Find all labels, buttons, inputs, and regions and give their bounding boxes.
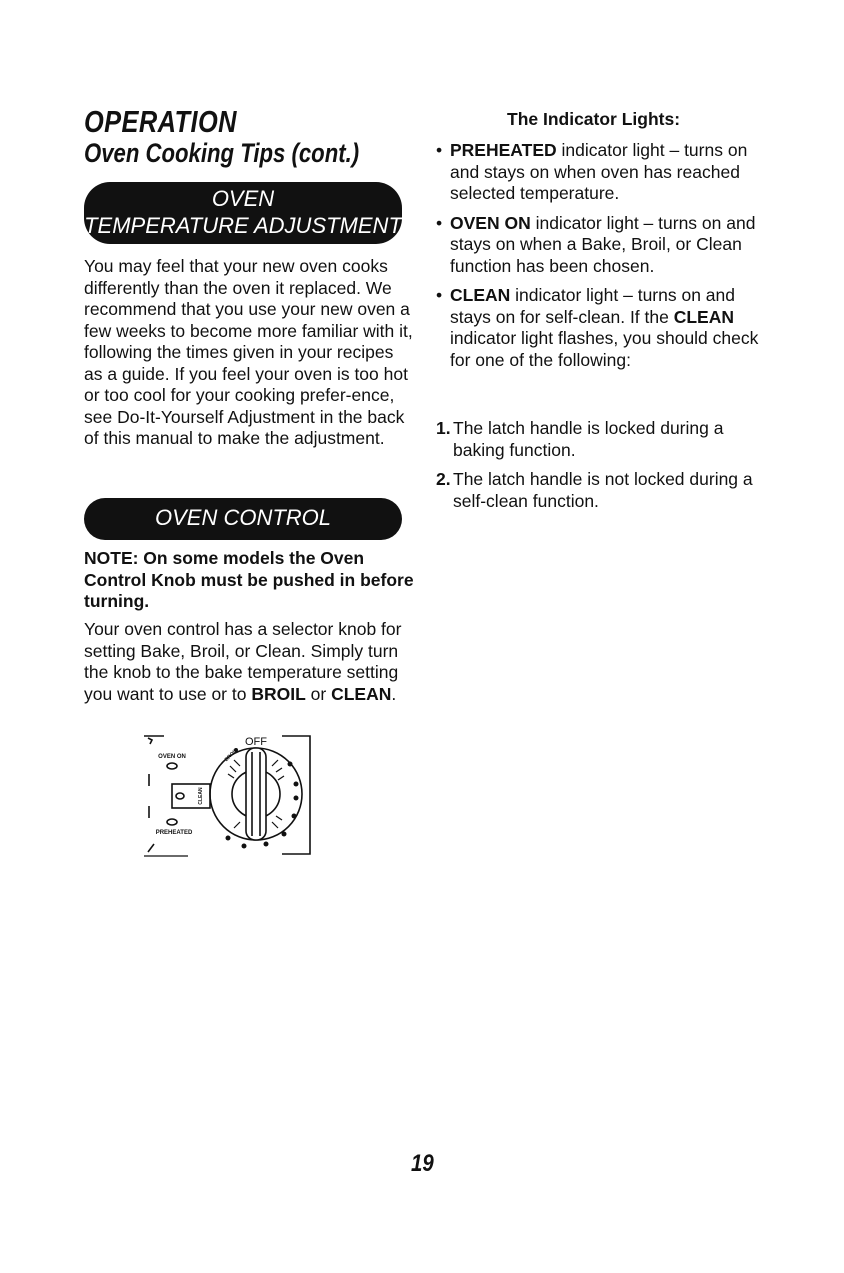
preheated-label: PREHEATED	[155, 830, 193, 836]
broil-keyword: BROIL	[251, 683, 306, 704]
broil-label: BROIL	[223, 747, 239, 763]
bullet-icon: •	[436, 285, 443, 305]
or-text: or	[305, 683, 332, 704]
list-item	[436, 140, 766, 205]
indicator-label: PREHEATED	[450, 140, 557, 160]
list-item	[436, 418, 766, 461]
bullet-icon: •	[436, 140, 443, 160]
indicator-label: OVEN ON	[450, 212, 531, 233]
oven-control-text	[84, 619, 414, 705]
oven-control-banner: OVEN CONTROL	[84, 498, 402, 540]
list-item	[436, 213, 766, 278]
clean-light-box	[172, 784, 210, 808]
knob-handle	[246, 748, 266, 840]
clean-label: CLEAN	[198, 787, 204, 805]
clean-light	[176, 793, 184, 799]
bullet-icon: •	[436, 212, 443, 233]
indicator-label: CLEAN	[450, 285, 511, 305]
oven-control-note: NOTE: On some models the Oven Control Knob must be pushed in before turning.	[84, 548, 414, 611]
period-text: .	[391, 683, 397, 704]
oven-on-light	[167, 763, 177, 769]
oven-control-text-start: Your oven control has a selector knob for setting Bake, Broil, or Clean. Simply turn the knob to the bake temperature setting you want to use or to	[84, 619, 402, 704]
banner-line-2: TEMPERATURE ADJUSTMENT	[84, 213, 402, 238]
panel-left-bottom-mark	[148, 844, 154, 852]
page-number: 19	[411, 1150, 434, 1177]
indicator-text: indicator light – turns on and stays on when a Bake, Broil, or Clean function has been chosen.	[450, 212, 756, 276]
indicator-text-2: indicator light flashes, you should check for one of the following:	[450, 328, 759, 370]
clean-keyword: CLEAN	[331, 683, 392, 704]
section-subtitle: Oven Cooking Tips (cont.)	[84, 138, 360, 168]
panel-right-edge	[282, 736, 310, 854]
indicator-text: indicator light – turns on and stays on for self-clean. If the	[450, 285, 736, 327]
banner-line-1: OVEN	[211, 186, 275, 211]
list-item	[436, 285, 766, 371]
indicator-label-2: CLEAN	[673, 306, 734, 327]
temperature-adjustment-banner	[84, 182, 402, 244]
list-item	[436, 469, 766, 512]
item-number: 1.	[436, 418, 451, 438]
section-title: OPERATION	[84, 104, 237, 139]
item-text: The latch handle is locked during a baking function.	[453, 418, 724, 460]
temperature-adjustment-text: You may feel that your new oven cooks differently than the oven it replaced. We recommend that you use your new oven a few weeks to become more familiar with it, following the times given in your recipes as a guide. If you feel your oven is too hot or too cool for your cooking prefer-ence, see Do-It-Yourself Adjustment in the back of this manual to make the adjustment.	[84, 256, 413, 448]
preheated-light	[167, 819, 177, 825]
off-label: OFF	[245, 736, 267, 748]
indicator-text: indicator light – turns on and stays on when oven has reached selected temperature.	[450, 140, 748, 203]
indicator-lights-title: The Indicator Lights:	[507, 109, 681, 129]
panel-left-top-mark	[148, 738, 152, 744]
item-text: The latch handle is not locked during a self-clean function.	[453, 469, 753, 511]
oven-on-label: OVEN ON	[158, 754, 186, 760]
oven-control-knob-illustration	[144, 734, 316, 858]
troubleshoot-list	[436, 418, 766, 520]
item-number: 2.	[436, 469, 451, 489]
indicator-bullet-list	[436, 140, 766, 379]
